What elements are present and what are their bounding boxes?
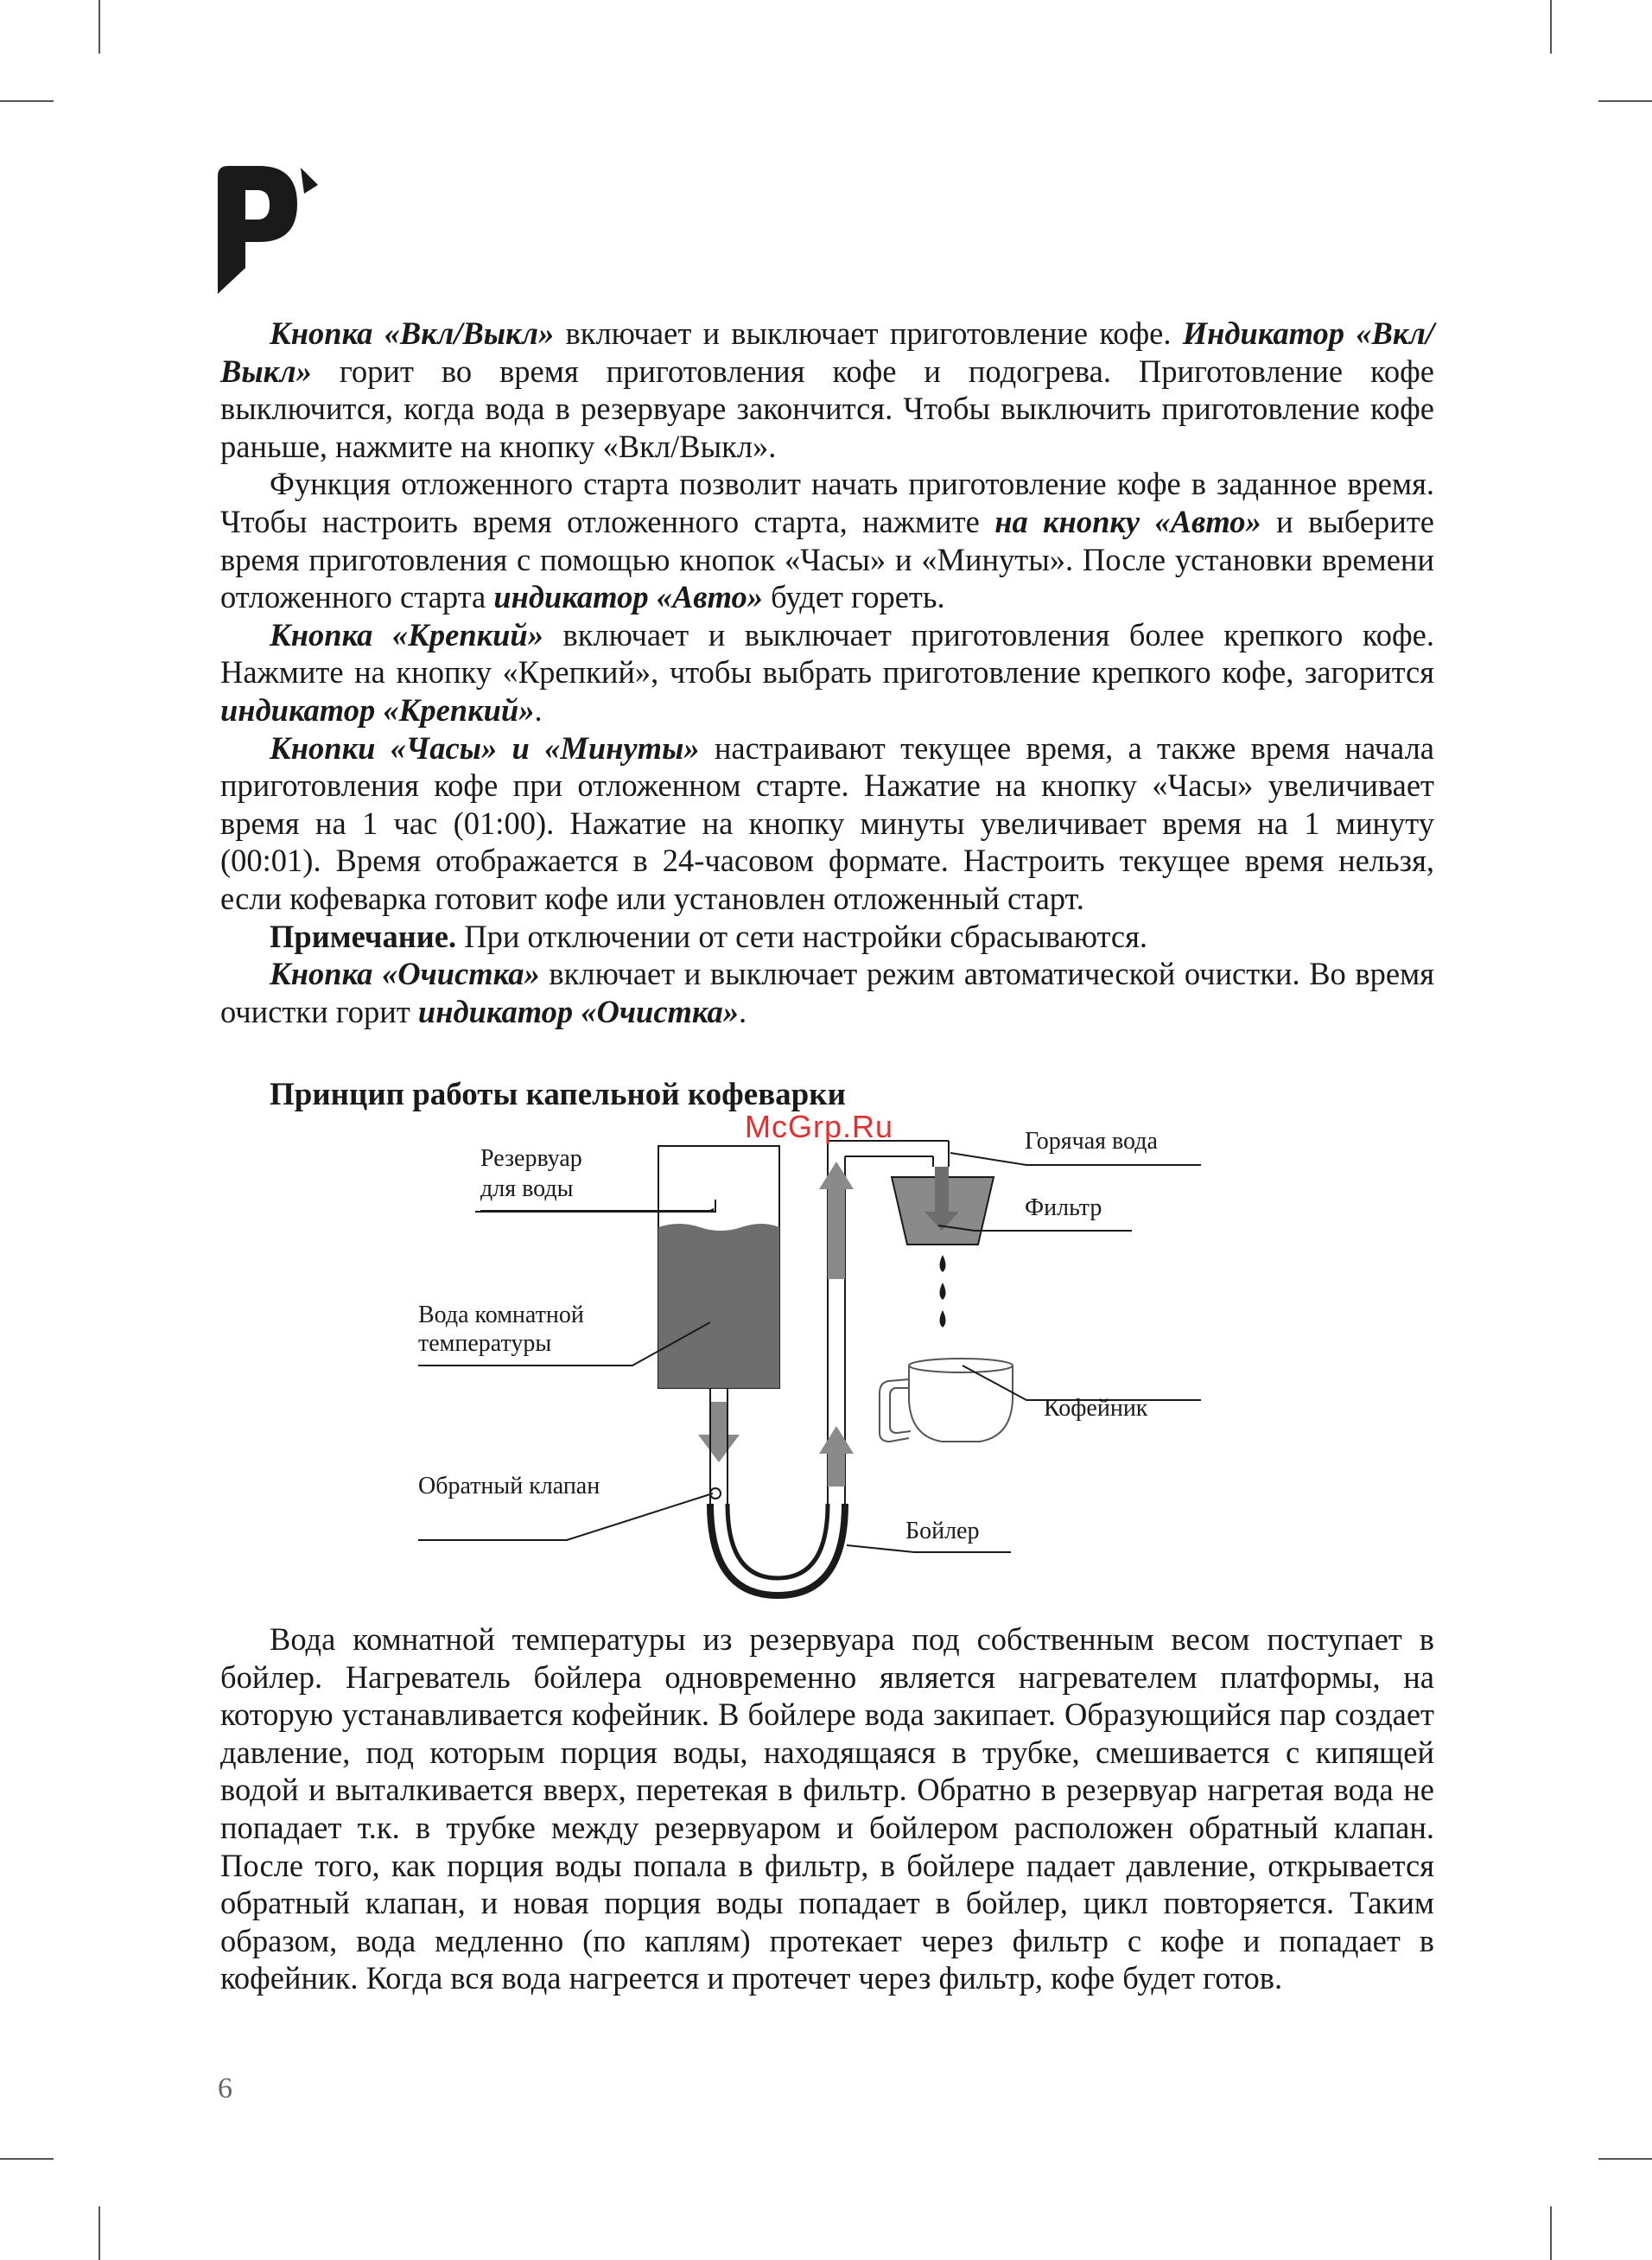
page-number: 6 bbox=[218, 2072, 232, 2104]
crop-mark bbox=[0, 100, 54, 102]
label-reservoir: Резервуар bbox=[480, 1145, 582, 1172]
instructions-text bbox=[220, 315, 1434, 1030]
coffee-pot bbox=[880, 1359, 1013, 1442]
paragraph-clock: Кнопки «Часы» и «Минуты» настраивают текущее время, а также время начала приготовления кофе при отложенном старте. Нажатие на кнопку «Часы» увеличивает время на 1 час (01:00). Нажатие на кнопку минуты увеличивает время на 1 минуту (00:01). Время отображается в 24-часовом формате. Настроить текущее время нельзя, если кофеварка готовит кофе или установлен отложенный старт. bbox=[220, 729, 1434, 916]
label-filter: Фильтр bbox=[1025, 1194, 1102, 1221]
flow-up-arrow bbox=[819, 1426, 854, 1487]
paragraph-on-off: Кнопка «Вкл/Выкл» включает и выключает приготовление кофе. Индикатор «Вкл/Выкл» горит во время приготовления кофе и подогрева. Приготовление кофе выключится, когда вода в резервуаре закончится. Чтобы выключить приготовление кофе раньше, нажмите на кнопку «Вкл/Выкл». bbox=[220, 315, 1435, 464]
label-hot-water: Горячая вода bbox=[1025, 1128, 1158, 1155]
label-coffee-pot: Кофейник bbox=[1044, 1395, 1148, 1422]
paragraph-strong: Кнопка «Крепкий» включает и выключает приготовления более крепкого кофе. Нажмите на кнопку «Крепкий», чтобы выбрать приготовление крепкого кофе, загорится индикатор «Крепкий». bbox=[220, 616, 1435, 728]
principle-text bbox=[220, 1620, 1434, 1997]
reservoir bbox=[658, 1146, 779, 1388]
paragraph-principle: Вода комнатной температуры из резервуара под собственным весом поступает в бойлер. Нагреватель бойлера одновременно является нагревателем платформы, на которую устанавливается кофейник. В бойлере вода закипает. Образующийся пар создает давление, под которым порция воды, находящаяся в трубке, смешивается с кипящей водой и выталкивается вверх, перетекая в фильтр. Обратно в резервуар нагретая вода не попадает т.к. в трубке между резервуаром и бойлером расположен обратный клапан. После того, как порция воды попала в фильтр, в бойлере падает давление, открывается обратный клапан, и новая порция воды попадает в бойлер, цикл повторяется. Таким образом, вода медленно (по каплям) протекает через фильтр с кофе и попадает в кофейник. Когда вся вода нагреется и протечет через фильтр, кофе будет готов. bbox=[220, 1621, 1434, 1996]
coffee-drop bbox=[940, 1283, 946, 1300]
boiler bbox=[710, 1504, 845, 1595]
label-room-water: Вода комнатной bbox=[418, 1302, 584, 1328]
logo-mark bbox=[214, 164, 322, 298]
diagram-title: Принцип работы капельной кофеварки bbox=[270, 1077, 846, 1112]
label-check-valve: Обратный клапан bbox=[418, 1473, 600, 1499]
crop-mark bbox=[98, 0, 100, 54]
paragraph-delayed-start: Функция отложенного старта позволит начать приготовление кофе в заданное время. Чтобы настроить время отложенного старта, нажмите на кнопку «Авто» и выберите время приготовления с помощью кнопок «Часы» и «Минуты». После установки времени отложенного старта индикатор «Авто» будет гореть. bbox=[220, 466, 1434, 615]
crop-mark bbox=[98, 2206, 100, 2260]
coffee-maker-diagram bbox=[406, 1124, 1236, 1607]
paragraph-note: Примечание. При отключении от сети настройки сбрасываются. bbox=[270, 918, 1148, 954]
label-reservoir: для воды bbox=[480, 1175, 574, 1202]
flow-up-arrow bbox=[819, 1162, 854, 1279]
crop-mark bbox=[1598, 100, 1652, 102]
crop-mark bbox=[0, 2158, 54, 2160]
crop-mark bbox=[1550, 2206, 1552, 2260]
paragraph-cleaning: Кнопка «Очистка» включает и выключает режим автоматической очистки. Во время очистки горит индикатор «Очистка». bbox=[220, 956, 1434, 1029]
watermark: McGrp.Ru bbox=[745, 1109, 894, 1144]
crop-mark bbox=[1550, 0, 1552, 54]
flow-down-arrow bbox=[698, 1402, 740, 1462]
coffee-drop bbox=[940, 1255, 946, 1272]
coffee-drop bbox=[940, 1310, 946, 1327]
label-boiler: Бойлер bbox=[905, 1518, 980, 1544]
label-room-water: температуры bbox=[418, 1330, 552, 1357]
crop-mark bbox=[1598, 2158, 1652, 2160]
